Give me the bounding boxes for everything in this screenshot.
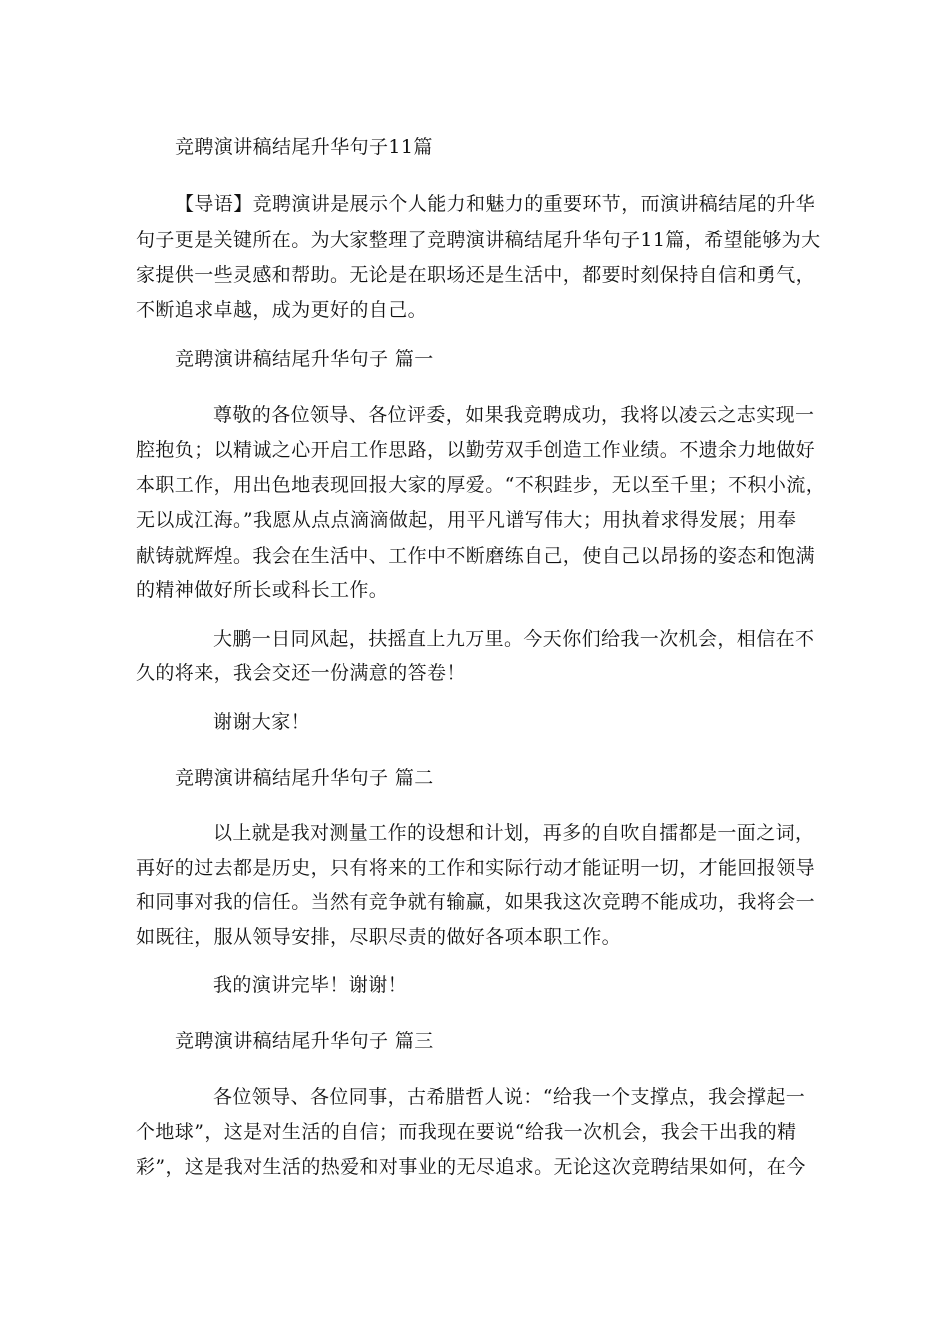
text-line: 大鹏一日同风起，扶摇直上九万里。今天你们给我一次机会，相信在不 xyxy=(213,628,815,650)
section-heading: 竞聘演讲稿结尾升华句子 篇三 xyxy=(175,1030,434,1052)
text-line: 久的将来，我会交还一份满意的答卷！ xyxy=(136,662,466,684)
text-line: 献铸就辉煌。我会在生活中、工作中不断磨练自己，使自己以昂扬的姿态和饱满 xyxy=(136,545,816,567)
text-line: 尊敬的各位领导、各位评委，如果我竞聘成功，我将以凌云之志实现一 xyxy=(213,404,815,426)
text-line: 谢谢大家！ xyxy=(213,711,311,733)
text-line: 彩”，这是我对生活的热爱和对事业的无尽追求。无论这次竞聘结果如何，在今 xyxy=(136,1156,806,1178)
section-heading: 竞聘演讲稿结尾升华句子 篇一 xyxy=(175,348,434,370)
text-line: 和同事对我的信任。当然有竞争就有输赢，如果我这次竞聘不能成功，我将会一 xyxy=(136,891,816,913)
text-line: 各位领导、各位同事，古希腊哲人说：“给我一个支撑点，我会撑起一 xyxy=(213,1086,806,1108)
text-line: 句子更是关键所在。为大家整理了竞聘演讲稿结尾升华句子11篇，希望能够为大 xyxy=(136,229,821,251)
text-line: 的精神做好所长或科长工作。 xyxy=(136,579,389,601)
text-line: 【导语】竞聘演讲是展示个人能力和魅力的重要环节，而演讲稿结尾的升华 xyxy=(175,193,816,215)
text-line: 如既往，服从领导安排，尽职尽责的做好各项本职工作。 xyxy=(136,926,622,948)
document-title: 竞聘演讲稿结尾升华句子11篇 xyxy=(175,136,433,158)
text-line: 本职工作，用出色地表现回报大家的厚爱。“不积跬步，无以至千里；不积小流， xyxy=(136,474,826,496)
text-line: 腔抱负；以精诚之心开启工作思路，以勤劳双手创造工作业绩。不遗余力地做好 xyxy=(136,439,816,461)
text-line: 不断追求卓越，成为更好的自己。 xyxy=(136,299,428,321)
text-line: 无以成江海。”我愿从点点滴滴做起，用平凡谱写伟大；用执着求得发展；用奉 xyxy=(136,509,797,531)
text-line: 我的演讲完毕！谢谢！ xyxy=(213,974,408,996)
text-line: 个地球”，这是对生活的自信；而我现在要说“给我一次机会，我会干出我的精 xyxy=(136,1121,797,1143)
text-line: 再好的过去都是历史，只有将来的工作和实际行动才能证明一切，才能回报领导 xyxy=(136,857,816,879)
text-line: 以上就是我对测量工作的设想和计划，再多的自吹自擂都是一面之词， xyxy=(213,822,815,844)
text-line: 家提供一些灵感和帮助。无论是在职场还是生活中，都要时刻保持自信和勇气， xyxy=(136,264,816,286)
section-heading: 竞聘演讲稿结尾升华句子 篇二 xyxy=(175,767,434,789)
